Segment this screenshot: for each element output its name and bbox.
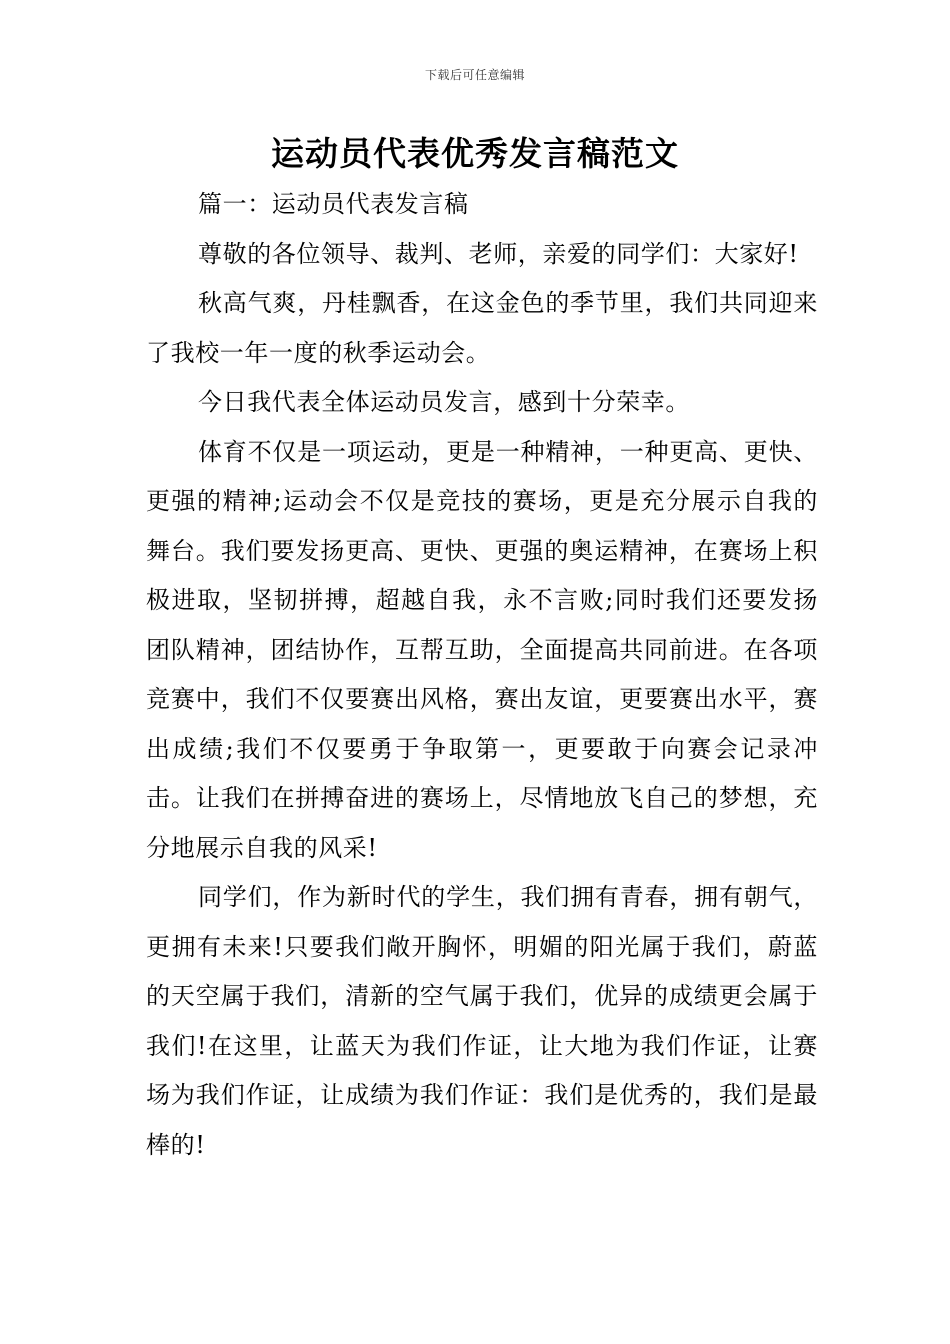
- paragraph-spirit: 体育不仅是一项运动，更是一种精神，一种更高、更快、更强的精神;运动会不仅是竞技的赛场，更是充分展示自我的舞台。我们要发扬更高、更快、更强的奥运精神，在赛场上积极进取，坚韧拼搏，超越自我，永不言败;同时我们还要发扬团队精神，团结协作，互帮互助，全面提高共同前进。在各项竞赛中，我们不仅要赛出风格，赛出友谊，更要赛出水平，赛出成绩;我们不仅要勇于争取第一，更要敢于向赛会记录冲击。让我们在拼搏奋进的赛场上，尽情地放飞自己的梦想，充分地展示自我的风采!: [146, 437, 818, 862]
- paragraph-closing: 同学们，作为新时代的学生，我们拥有青春，拥有朝气，更拥有未来!只要我们敞开胸怀，明媚的阳光属于我们，蔚蓝的天空属于我们，清新的空气属于我们，优异的成绩更会属于我们!在这里，让蓝天为我们作证，让大地为我们作证，让赛场为我们作证，让成绩为我们作证：我们是优秀的，我们是最棒的!: [146, 883, 818, 1159]
- section-heading: 篇一：运动员代表发言稿: [198, 190, 469, 218]
- document-body: [146, 180, 818, 1170]
- paragraph-honor: 今日我代表全体运动员发言，感到十分荣幸。: [198, 388, 690, 416]
- paragraph-season: 秋高气爽，丹桂飘香，在这金色的季节里，我们共同迎来了我校一年一度的秋季运动会。: [146, 289, 818, 367]
- header-note: 下载后可任意编辑: [424, 68, 525, 82]
- paragraph-greeting: 尊敬的各位领导、裁判、老师，亲爱的同学们：大家好!: [198, 239, 799, 268]
- document-title: 运动员代表优秀发言稿范文: [271, 134, 679, 173]
